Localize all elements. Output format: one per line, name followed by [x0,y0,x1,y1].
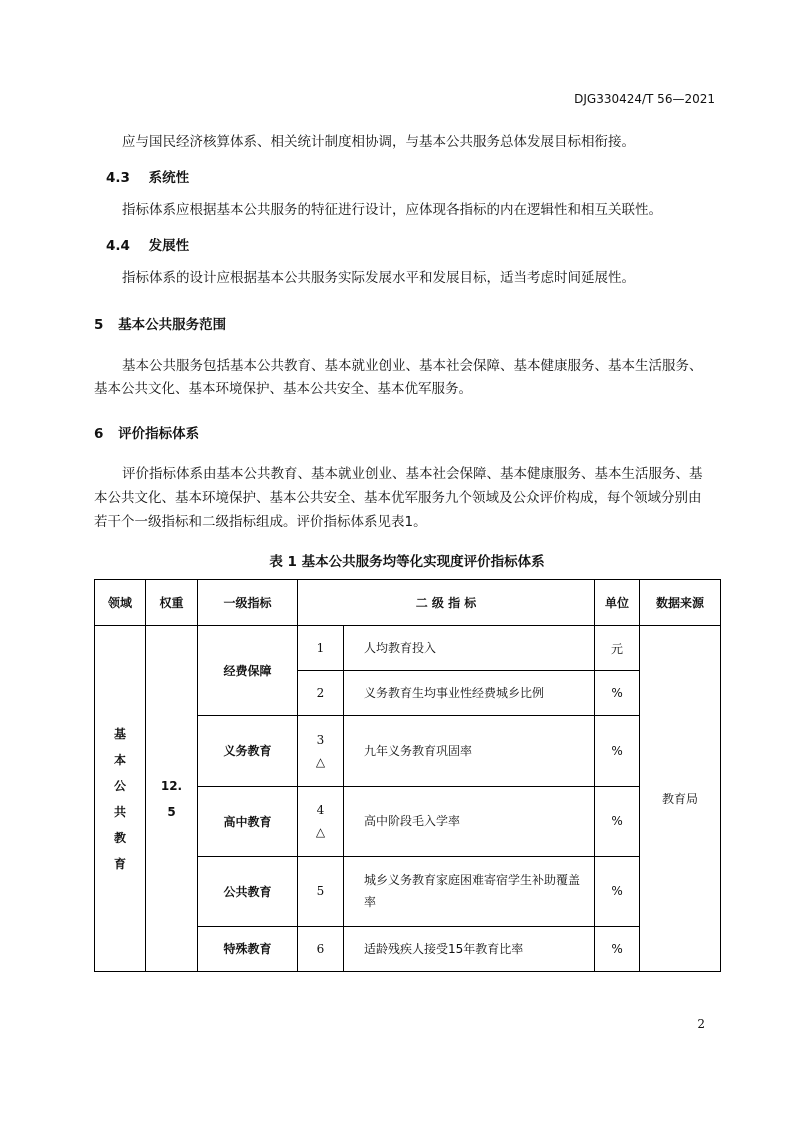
header-domain: 领域 [95,580,146,626]
row-number: 1 [298,626,344,671]
section-4-3-text: 指标体系应根据基本公共服务的特征进行设计，应体现各指标的内在逻辑性和相互关联性。 [122,202,662,218]
row-number [298,786,344,856]
header-unit: 单位 [595,580,640,626]
level1-cell: 公共教育 [198,856,298,926]
domain-char: 本 [113,752,126,767]
level2-indicator: 适龄残疾人接受15年教育比率 [344,926,595,971]
header-source: 数据来源 [640,580,721,626]
level1-cell: 经费保障 [198,626,298,716]
weight-line: 5 [167,804,176,819]
section-number: 4.4 [106,238,130,254]
header-level2: 二 级 指 标 [298,580,595,626]
level2-indicator: 九年义务教育巩固率 [344,716,595,786]
level2-indicator: 高中阶段毛入学率 [344,786,595,856]
domain-char: 共 [113,804,126,819]
unit-cell: % [595,786,640,856]
unit-cell: 元 [595,626,640,671]
source-cell: 教育局 [640,626,721,972]
table-header-row [95,580,721,626]
section-4-3-heading [106,166,189,186]
triangle-mark: △ [315,754,326,769]
section-6-text-line-2: 本公共文化、基本环境保护、基本公共安全、基本优军服务九个领域及公众评价构成，每个领域分别由 [94,490,702,506]
table-row [95,626,721,671]
page-number: 2 [697,1017,705,1031]
level1-cell: 特殊教育 [198,926,298,971]
section-number: 4.3 [106,170,130,186]
domain-char: 公 [113,778,126,793]
weight-line: 12. [160,778,183,793]
level2-indicator: 城乡义务教育家庭困难寄宿学生补助覆盖率 [344,856,595,926]
unit-cell: % [595,671,640,716]
section-6-heading [94,422,199,442]
level1-cell: 义务教育 [198,716,298,786]
level2-indicator: 人均教育投入 [344,626,595,671]
indicator-table [94,579,721,972]
domain-char: 教 [113,830,126,845]
section-5-heading [94,313,226,333]
section-4-4-text: 指标体系的设计应根据基本公共服务实际发展水平和发展目标，适当考虑时间延展性。 [122,270,635,286]
paragraph-continuation: 应与国民经济核算体系、相关统计制度相协调，与基本公共服务总体发展目标相衔接。 [122,134,635,150]
section-number: 5 [94,317,104,333]
section-5-text-line-2: 基本公共文化、基本环境保护、基本公共安全、基本优军服务。 [94,381,472,397]
weight-cell [146,626,198,972]
row-number [298,716,344,786]
row-number-value: 3 [316,732,325,747]
header-level1: 一级指标 [198,580,298,626]
table-caption: 表 1 基本公共服务均等化实现度评价指标体系 [269,554,545,570]
document-code: DJG330424/T 56—2021 [574,92,715,106]
row-number-value: 4 [316,803,325,818]
section-number: 6 [94,426,104,442]
level1-cell: 高中教育 [198,786,298,856]
unit-cell: % [595,716,640,786]
domain-char: 育 [113,856,126,871]
section-title: 系统性 [148,170,190,186]
row-number: 2 [298,671,344,716]
section-5-text-line-1: 基本公共服务包括基本公共教育、基本就业创业、基本社会保障、基本健康服务、基本生活服务、 [122,358,703,374]
header-weight: 权重 [146,580,198,626]
section-title: 基本公共服务范围 [118,317,227,333]
section-title: 评价指标体系 [118,426,200,442]
unit-cell: % [595,926,640,971]
section-4-4-heading [106,234,189,254]
level2-indicator: 义务教育生均事业性经费城乡比例 [344,671,595,716]
section-6-text-line-3: 若干个一级指标和二级指标组成。评价指标体系见表1。 [94,514,427,530]
domain-char: 基 [113,726,126,741]
domain-cell [95,626,146,972]
unit-cell: % [595,856,640,926]
section-title: 发展性 [148,238,190,254]
section-6-text-line-1: 评价指标体系由基本公共教育、基本就业创业、基本社会保障、基本健康服务、基本生活服务、基 [122,466,703,482]
row-number: 6 [298,926,344,971]
triangle-mark: △ [315,825,326,840]
row-number: 5 [298,856,344,926]
